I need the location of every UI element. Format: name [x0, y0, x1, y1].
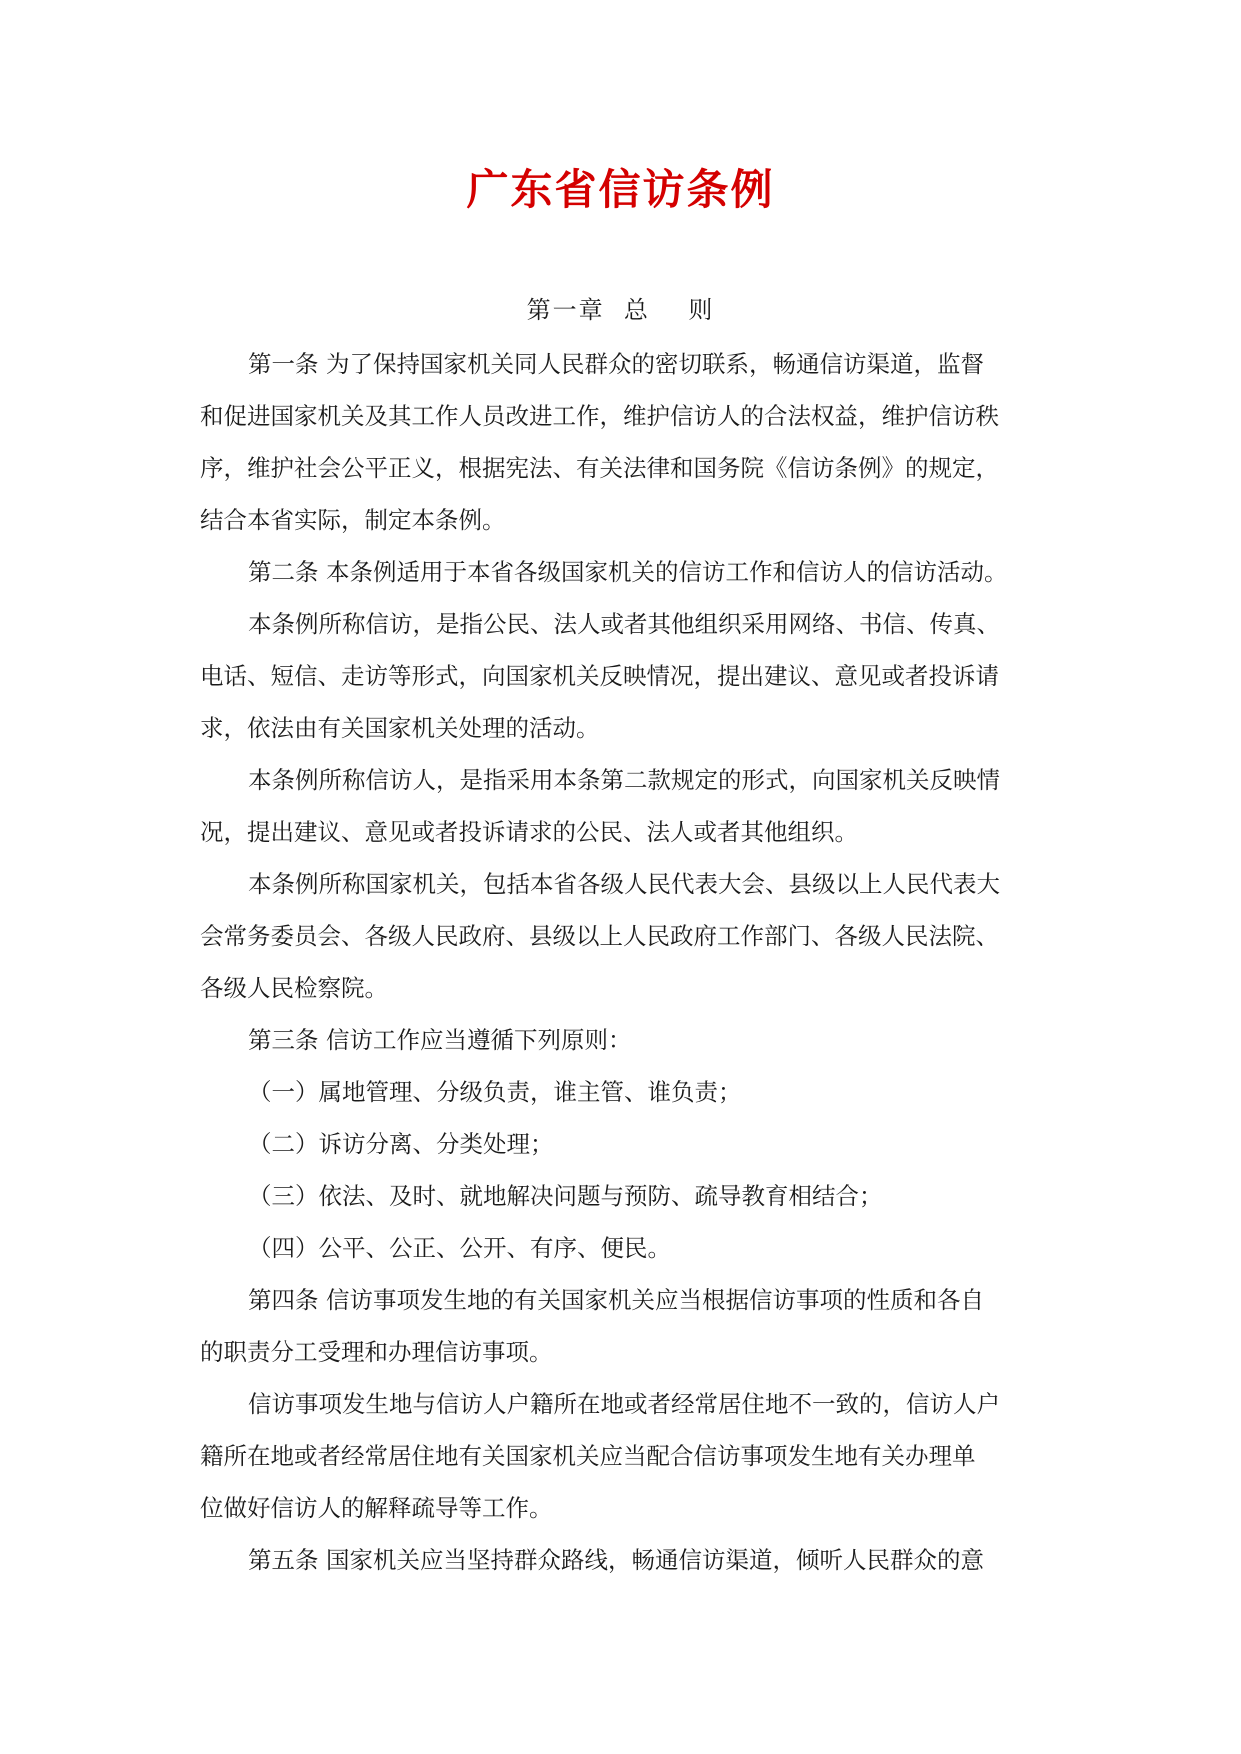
- line-text: 各级人民检察院。: [200, 974, 388, 1002]
- line-text: （三）依法、及时、就地解决问题与预防、疏导教育相结合；: [248, 1182, 883, 1210]
- chapter-heading: [0, 292, 1241, 328]
- line-text: 况，提出建议、意见或者投诉请求的公民、法人或者其他组织。: [200, 818, 858, 846]
- text-line: [200, 1488, 1060, 1540]
- article-number: 第四条: [248, 1286, 319, 1314]
- line-text: 和促进国家机关及其工作人员改进工作，维护信访人的合法权益，维护信访秩: [200, 402, 999, 430]
- text-line: [200, 708, 1060, 760]
- line-text: （二）诉访分离、分类处理；: [248, 1130, 554, 1158]
- text-line: [200, 604, 1060, 656]
- text-line: [200, 864, 1060, 916]
- text-line: [200, 760, 1060, 812]
- line-text: 结合本省实际，制定本条例。: [200, 506, 506, 534]
- text-line: [200, 344, 1060, 396]
- text-line: [200, 552, 1060, 604]
- text-line: [200, 1384, 1060, 1436]
- line-text: 籍所在地或者经常居住地有关国家机关应当配合信访事项发生地有关办理单: [200, 1442, 976, 1470]
- document-title: 广东省信访条例: [466, 165, 775, 214]
- text-line: [200, 448, 1060, 500]
- line-text: （一）属地管理、分级负责，谁主管、谁负责；: [248, 1078, 742, 1106]
- text-line: [200, 812, 1060, 864]
- line-text: 本条例所称信访人，是指采用本条第二款规定的形式，向国家机关反映情: [248, 766, 1000, 794]
- text-line: [200, 916, 1060, 968]
- line-text: 本条例适用于本省各级国家机关的信访工作和信访人的信访活动。: [325, 558, 1008, 586]
- line-text: 求，依法由有关国家机关处理的活动。: [200, 714, 600, 742]
- chapter-name-part2: 则: [688, 296, 715, 324]
- text-line: [200, 656, 1060, 708]
- line-text: 会常务委员会、各级人民政府、县级以上人民政府工作部门、各级人民法院、: [200, 922, 999, 950]
- text-line: [200, 500, 1060, 552]
- line-text: 的职责分工受理和办理信访事项。: [200, 1338, 553, 1366]
- document-body: [200, 344, 1060, 1592]
- chapter-label: 第一章: [526, 296, 605, 324]
- line-text: 序，维护社会公平正义，根据宪法、有关法律和国务院《信访条例》的规定，: [200, 454, 999, 482]
- line-text: 本条例所称国家机关，包括本省各级人民代表大会、县级以上人民代表大: [248, 870, 1000, 898]
- line-text: 为了保持国家机关同人民群众的密切联系，畅通信访渠道，监督: [325, 350, 984, 378]
- article-number: 第三条: [248, 1026, 319, 1054]
- text-line: [200, 1280, 1060, 1332]
- line-text: 国家机关应当坚持群众路线，畅通信访渠道，倾听人民群众的意: [325, 1546, 984, 1574]
- article-number: 第五条: [248, 1546, 319, 1574]
- text-line: [200, 968, 1060, 1020]
- text-line: [200, 1540, 1060, 1592]
- line-text: 信访事项发生地与信访人户籍所在地或者经常居住地不一致的，信访人户: [248, 1390, 1000, 1418]
- text-line: [200, 1176, 1060, 1228]
- text-line: [200, 1072, 1060, 1124]
- line-text: 位做好信访人的解释疏导等工作。: [200, 1494, 553, 1522]
- chapter-name-part1: 总: [623, 296, 650, 324]
- text-line: [200, 396, 1060, 448]
- line-text: （四）公平、公正、公开、有序、便民。: [248, 1234, 671, 1262]
- text-line: [200, 1020, 1060, 1072]
- line-text: 信访工作应当遵循下列原则：: [325, 1026, 632, 1054]
- article-number: 第二条: [248, 558, 319, 586]
- text-line: [200, 1436, 1060, 1488]
- line-text: 电话、短信、走访等形式，向国家机关反映情况，提出建议、意见或者投诉请: [200, 662, 999, 690]
- text-line: [200, 1124, 1060, 1176]
- text-line: [200, 1332, 1060, 1384]
- line-text: 信访事项发生地的有关国家机关应当根据信访事项的性质和各自: [325, 1286, 984, 1314]
- text-line: [200, 1228, 1060, 1280]
- line-text: 本条例所称信访，是指公民、法人或者其他组织采用网络、书信、传真、: [248, 610, 1000, 638]
- article-number: 第一条: [248, 350, 319, 378]
